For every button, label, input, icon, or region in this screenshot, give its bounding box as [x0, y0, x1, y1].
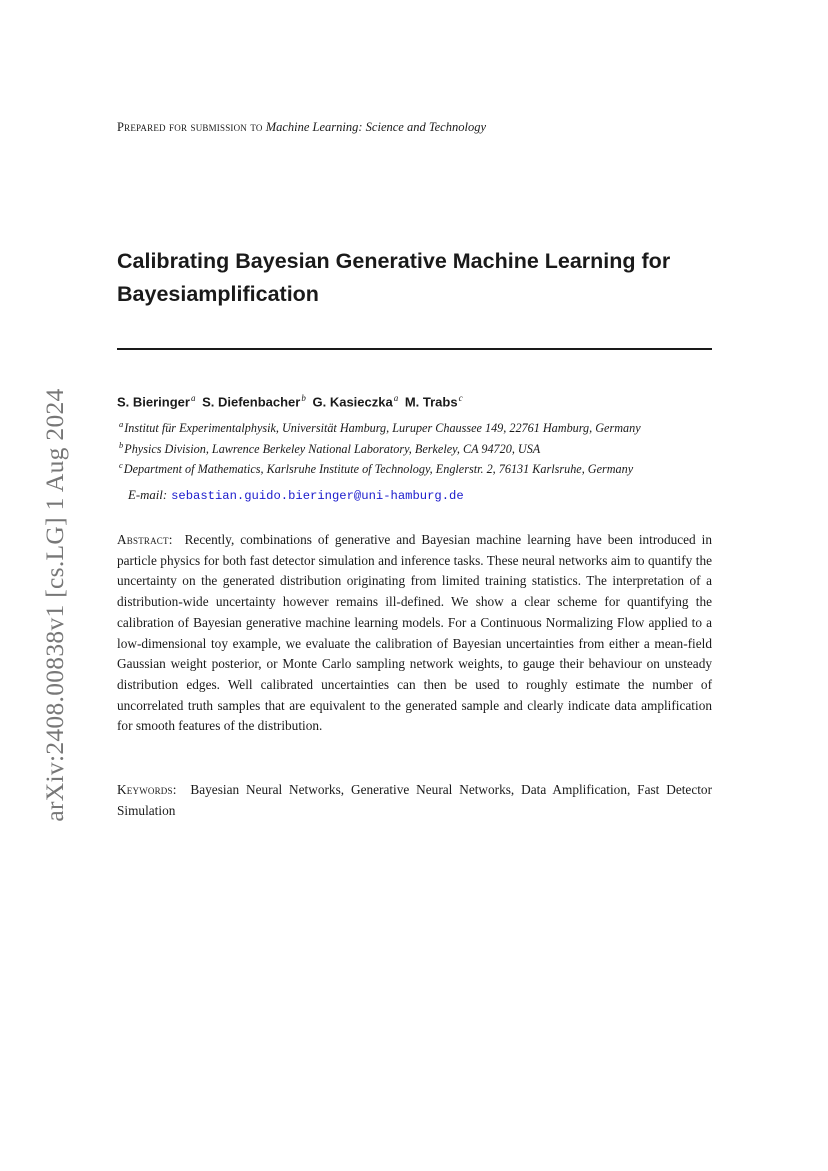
affiliation-text: Institut für Experimentalphysik, Universität Hamburg, Luruper Chaussee 149, 22761 Hamburg, Germany: [124, 421, 641, 436]
abstract: [117, 530, 712, 737]
affiliation-mark: c: [119, 460, 123, 470]
author-name: G. Kasieczka: [312, 394, 393, 410]
author-affil-mark: a: [393, 393, 399, 403]
author-affil-mark: a: [190, 393, 196, 403]
affiliation-a: [119, 419, 641, 436]
author-name: S. Diefenbacher: [202, 394, 301, 410]
author-affil-mark: c: [458, 393, 463, 403]
title-rule: [117, 348, 712, 350]
abstract-label: Abstract:: [117, 532, 173, 547]
affiliation-c: [119, 460, 633, 477]
affiliation-text: Physics Division, Lawrence Berkeley National Laboratory, Berkeley, CA 94720, USA: [124, 442, 541, 457]
submission-header: [117, 120, 486, 135]
author-name: S. Bieringer: [117, 394, 190, 410]
abstract-text: Recently, combinations of generative and Bayesian machine learning have been introduced in particle physics for both fast detector simulation and inference tasks. These neural networks aim to quantify the uncertainty on the generated distribution originating from limited training statistics. The interpretation of a distribution-wide uncertainty however remains ill-defined. We show a clear scheme for quantifying the calibration of Bayesian generative machine learning models. For a Continuous Normalizing Flow applied to a low-dimensional toy example, we evaluate the calibration of Bayesian uncertainties from either a mean-field Gaussian weight posterior, or Monte Carlo sampling network weights, to gauge their behaviour on unsteady distribution edges. Well calibrated uncertainties can then be used to roughly estimate the number of uncorrelated truth samples that are equivalent to the generated sample and clearly indicate data amplification for smooth features of the distribution.: [117, 532, 713, 734]
keywords: [117, 780, 712, 821]
affiliation-mark: a: [119, 419, 124, 429]
affiliation-text: Department of Mathematics, Karlsruhe Institute of Technology, Englerstr. 2, 76131 Karlsruhe, Germany: [123, 462, 634, 477]
email-link[interactable]: sebastian.guido.bieringer@uni-hamburg.de: [171, 489, 464, 503]
journal-name: Machine Learning: Science and Technology: [265, 120, 487, 134]
keywords-text: Bayesian Neural Networks, Generative Neural Networks, Data Amplification, Fast Detector Simulation: [117, 782, 712, 818]
affiliation-mark: b: [119, 440, 124, 450]
contact-email: [128, 488, 464, 503]
author-affil-mark: b: [301, 393, 306, 403]
email-label: E-mail:: [128, 488, 168, 502]
author-list: [117, 393, 466, 409]
affiliation-b: [119, 440, 540, 457]
arxiv-identifier: arXiv:2408.00838v1 [cs.LG] 1 Aug 2024: [40, 388, 69, 822]
prepared-label: Prepared for submission to: [117, 120, 263, 134]
keywords-label: Keywords:: [117, 782, 177, 797]
paper-title: Calibrating Bayesian Generative Machine Learning for Bayesiamplification: [117, 249, 671, 306]
author-name: M. Trabs: [404, 394, 458, 410]
